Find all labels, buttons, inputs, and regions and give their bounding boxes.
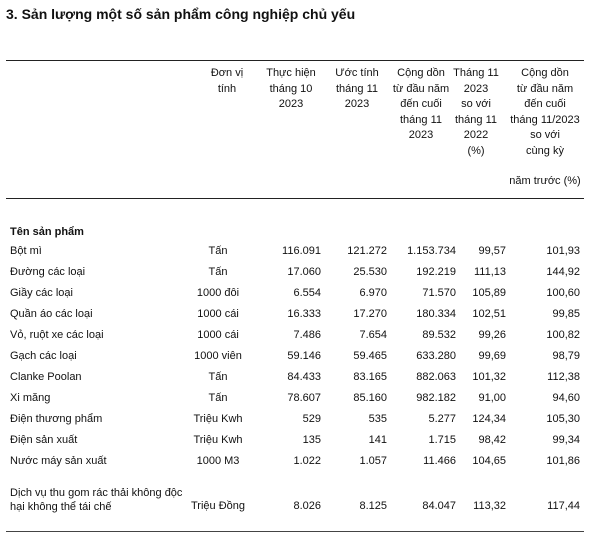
row-value-yoy-month: 113,32 bbox=[473, 500, 506, 512]
row-value-nov-2023: 85.160 bbox=[353, 392, 387, 404]
row-value-oct-2023: 8.026 bbox=[293, 500, 321, 512]
row-value-nov-2023: 8.125 bbox=[359, 500, 387, 512]
row-value-cumulative: 1.715 bbox=[428, 434, 456, 446]
row-value-oct-2023: 116.091 bbox=[282, 245, 321, 257]
header-col4: Tháng 11 2023 so với tháng 11 2022 (%) bbox=[453, 67, 499, 157]
row-value-yoy-cumulative: 100,60 bbox=[546, 287, 580, 299]
row-value-oct-2023: 7.486 bbox=[293, 329, 321, 341]
table-row bbox=[0, 350, 590, 370]
row-value-nov-2023: 25.530 bbox=[353, 266, 387, 278]
row-value-oct-2023: 529 bbox=[302, 413, 321, 425]
row-value-nov-2023: 7.654 bbox=[359, 329, 387, 341]
row-value-nov-2023: 6.970 bbox=[359, 287, 387, 299]
page-title: 3. Sản lượng một số sản phẩm công nghiệp chủ yếu bbox=[6, 6, 356, 22]
row-value-yoy-cumulative: 94,60 bbox=[552, 392, 580, 404]
row-value-cumulative: 1.153.734 bbox=[407, 245, 456, 257]
row-value-nov-2023: 1.057 bbox=[359, 455, 387, 467]
row-name: Giầy các loại bbox=[10, 287, 73, 299]
row-value-yoy-month: 124,34 bbox=[472, 413, 506, 425]
row-value-nov-2023: 121.272 bbox=[347, 245, 387, 257]
row-value-nov-2023: 535 bbox=[368, 413, 387, 425]
row-value-yoy-cumulative: 99,34 bbox=[552, 434, 580, 446]
row-name: Gạch các loại bbox=[10, 350, 77, 362]
row-name: Nước máy sản xuất bbox=[10, 455, 107, 467]
row-name: Điện thương phẩm bbox=[10, 413, 103, 425]
table-row bbox=[0, 329, 590, 349]
row-unit: Triệu Kwh bbox=[193, 434, 243, 446]
row-name: Vỏ, ruột xe các loại bbox=[10, 329, 104, 341]
table-row bbox=[0, 245, 590, 265]
table-bottom-rule bbox=[6, 531, 584, 532]
row-value-yoy-cumulative: 101,86 bbox=[546, 455, 580, 467]
row-value-nov-2023: 141 bbox=[368, 434, 387, 446]
row-name: Xi măng bbox=[10, 392, 51, 404]
row-value-yoy-cumulative: 101,93 bbox=[546, 245, 580, 257]
table-row bbox=[0, 266, 590, 286]
row-value-yoy-cumulative: 98,79 bbox=[552, 350, 580, 362]
row-name: Dịch vụ thu gom rác thải không độc hại không thể tái chế bbox=[10, 487, 183, 513]
row-unit: 1000 cái bbox=[197, 308, 239, 320]
row-name: Đường các loại bbox=[10, 266, 86, 278]
section-label: Tên sản phẩm bbox=[10, 226, 84, 238]
row-value-yoy-month: 101,32 bbox=[472, 371, 506, 383]
header-unit: Đơn vị tính bbox=[210, 67, 244, 95]
row-name: Quần áo các loại bbox=[10, 308, 93, 320]
row-value-yoy-month: 98,42 bbox=[478, 434, 506, 446]
table-row bbox=[0, 308, 590, 328]
row-value-cumulative: 5.277 bbox=[428, 413, 456, 425]
row-value-yoy-month: 99,69 bbox=[478, 350, 506, 362]
row-unit: 1000 đôi bbox=[196, 287, 240, 299]
table-top-rule bbox=[6, 60, 584, 61]
row-value-nov-2023: 17.270 bbox=[353, 308, 387, 320]
row-unit: 1000 viên bbox=[194, 350, 242, 362]
table-row bbox=[0, 371, 590, 391]
row-value-cumulative: 84.047 bbox=[422, 500, 456, 512]
table-row bbox=[0, 486, 590, 513]
row-value-cumulative: 633.280 bbox=[416, 350, 456, 362]
header-col2: Ước tính tháng 11 2023 bbox=[335, 67, 379, 110]
row-value-yoy-month: 91,00 bbox=[478, 392, 506, 404]
row-value-cumulative: 192.219 bbox=[416, 266, 456, 278]
table-row bbox=[0, 392, 590, 412]
table-row bbox=[0, 455, 590, 475]
row-value-oct-2023: 59.146 bbox=[287, 350, 321, 362]
row-value-oct-2023: 17.060 bbox=[287, 266, 321, 278]
row-value-oct-2023: 16.333 bbox=[287, 308, 321, 320]
row-value-oct-2023: 6.554 bbox=[293, 287, 321, 299]
row-value-yoy-cumulative: 112,38 bbox=[547, 371, 580, 383]
row-value-oct-2023: 135 bbox=[302, 434, 321, 446]
row-value-yoy-cumulative: 99,85 bbox=[552, 308, 580, 320]
row-unit: Tấn bbox=[208, 245, 228, 257]
row-unit: Tấn bbox=[208, 392, 228, 404]
table-row bbox=[0, 413, 590, 433]
row-value-yoy-month: 105,89 bbox=[472, 287, 506, 299]
row-value-cumulative: 11.466 bbox=[423, 455, 456, 467]
row-value-oct-2023: 84.433 bbox=[287, 371, 321, 383]
row-unit: 1000 cái bbox=[197, 329, 239, 341]
row-value-yoy-month: 102,51 bbox=[472, 308, 506, 320]
row-value-yoy-cumulative: 144,92 bbox=[546, 266, 580, 278]
header-col5: Cộng dồn từ đầu năm đến cuối tháng 11/2023 so với cùng kỳ bbox=[510, 67, 580, 157]
row-value-cumulative: 89.532 bbox=[422, 329, 456, 341]
table-header-rule bbox=[6, 198, 584, 199]
row-name: Điện sản xuất bbox=[10, 434, 78, 446]
table-row bbox=[0, 287, 590, 307]
row-value-nov-2023: 59.465 bbox=[353, 350, 387, 362]
row-value-yoy-cumulative: 100,82 bbox=[546, 329, 580, 341]
row-unit: Triệu Đồng bbox=[190, 500, 245, 512]
row-value-cumulative: 982.182 bbox=[416, 392, 456, 404]
row-unit: Tấn bbox=[208, 371, 228, 383]
row-name: Clanke Poolan bbox=[10, 371, 82, 383]
row-unit: Triệu Kwh bbox=[193, 413, 243, 425]
row-value-yoy-cumulative: 117,44 bbox=[547, 500, 580, 512]
row-value-yoy-month: 104,65 bbox=[472, 455, 506, 467]
header-col3: Cộng dồn từ đầu năm đến cuối tháng 11 2023 bbox=[392, 67, 450, 141]
row-unit: 1000 M3 bbox=[196, 455, 240, 467]
row-value-cumulative: 180.334 bbox=[416, 308, 456, 320]
table-row bbox=[0, 434, 590, 454]
row-unit: Tấn bbox=[208, 266, 228, 278]
row-value-yoy-cumulative: 105,30 bbox=[546, 413, 580, 425]
row-value-cumulative: 882.063 bbox=[416, 371, 456, 383]
row-name: Bột mì bbox=[10, 245, 42, 257]
header-col1: Thực hiện tháng 10 2023 bbox=[266, 67, 316, 110]
row-value-yoy-month: 99,57 bbox=[478, 245, 506, 257]
row-value-cumulative: 71.570 bbox=[422, 287, 456, 299]
row-value-oct-2023: 78.607 bbox=[287, 392, 321, 404]
row-value-yoy-month: 99,26 bbox=[478, 329, 506, 341]
header-col5-tail: năm trước (%) bbox=[509, 175, 581, 187]
row-value-oct-2023: 1.022 bbox=[293, 455, 321, 467]
row-value-nov-2023: 83.165 bbox=[353, 371, 387, 383]
row-value-yoy-month: 111,13 bbox=[473, 266, 506, 278]
